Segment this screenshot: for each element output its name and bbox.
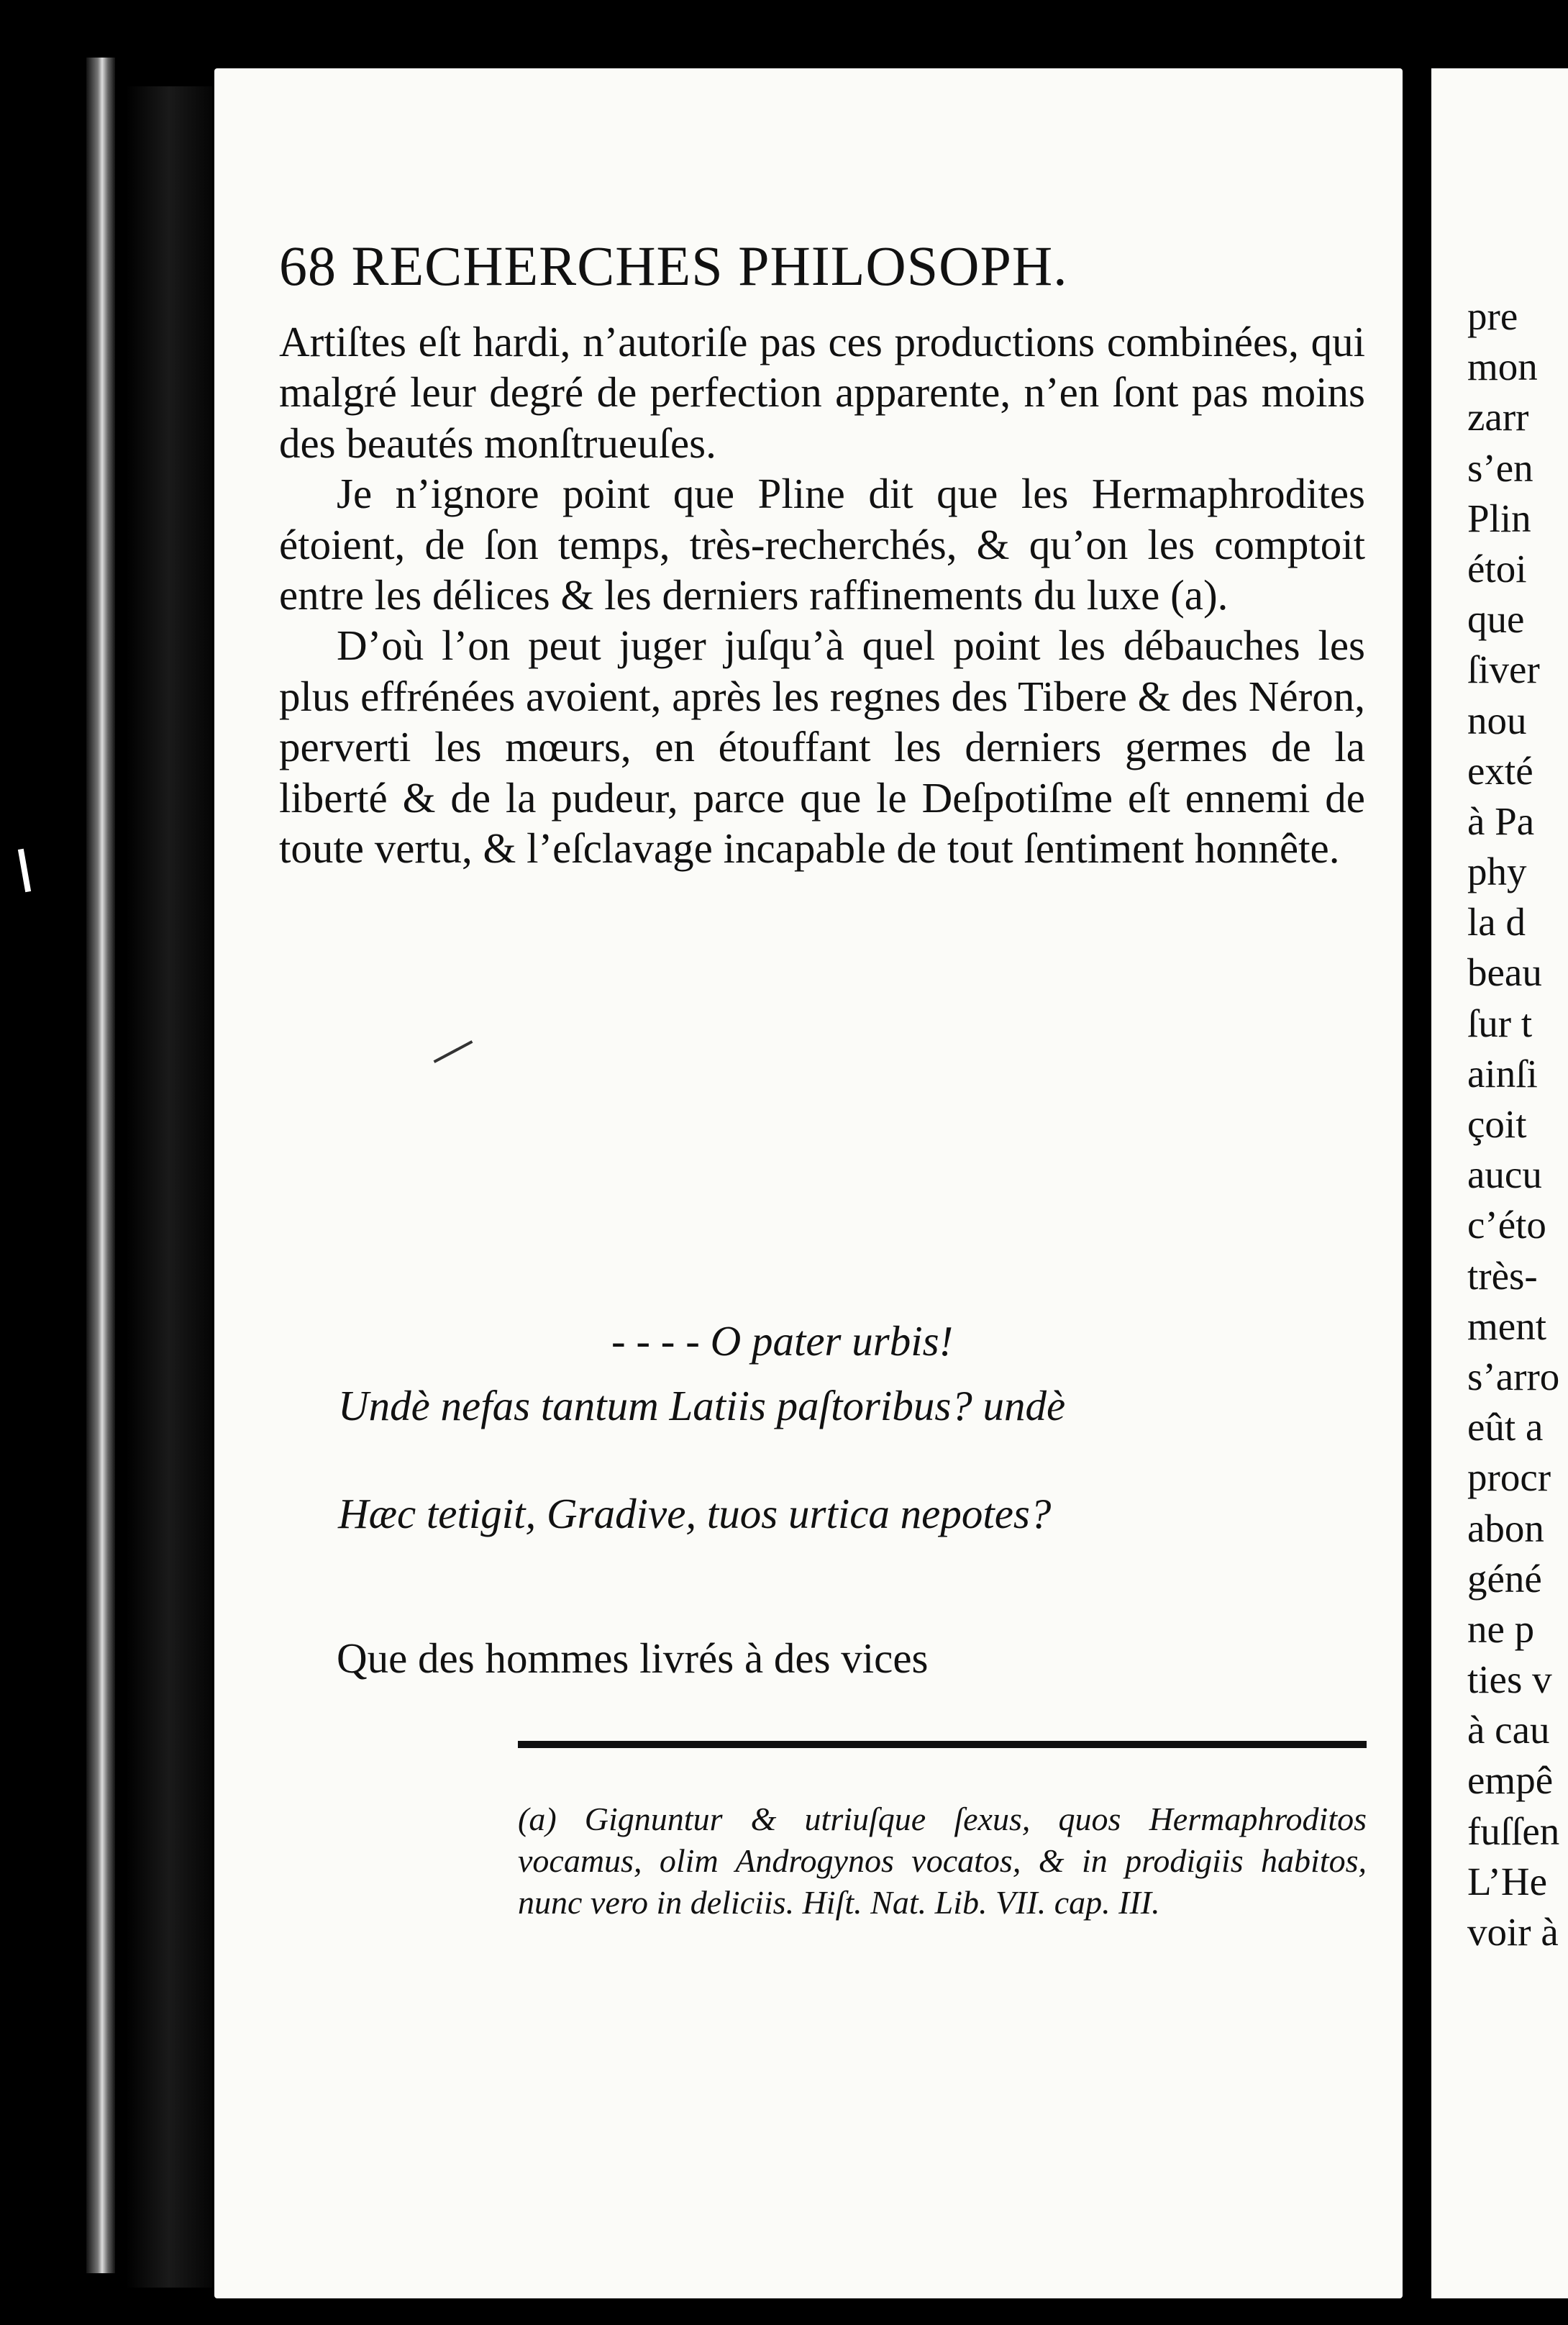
paragraph-2: Je n’ignore point que Pline dit que les Hermaphrodites étoient, de ſon temps, très-recherchés, & qu’on les comptoit entre les délices & les derniers raffinements du luxe (a). [279, 470, 1365, 619]
facing-page-line: voir à [1467, 1910, 1559, 1954]
facing-page-line: çoit [1467, 1102, 1527, 1146]
facing-page-line: ment [1467, 1303, 1546, 1348]
facing-page-line: ſiver [1467, 647, 1540, 692]
facing-page-line: empê [1467, 1758, 1554, 1803]
facing-page-line: beau [1467, 950, 1542, 995]
facing-page-line: très- [1467, 1253, 1538, 1298]
facing-page-line: que [1467, 597, 1525, 642]
running-header [279, 234, 1365, 299]
facing-page-line: nou [1467, 698, 1527, 742]
facing-page-line: phy [1467, 850, 1527, 894]
facing-page-line: à Pa [1467, 798, 1535, 843]
facing-page-line: ne p [1467, 1606, 1535, 1651]
facing-page-line: pre [1467, 294, 1518, 338]
paragraph-3: D’où l’on peut juger juſqu’à quel point les débauches les plus effrénées avoient, après les regnes des Tibere & des Néron, perverti les mœurs, en étouffant les derniers germes de la liberté & de la pudeur, parce que le Deſpotiſme eſt ennemi de toute vertu, & l’eſclavage incapable de tout ſentiment honnête. [279, 622, 1365, 873]
facing-page-line: fuſſen [1467, 1808, 1560, 1853]
facing-page-line: géné [1467, 1556, 1542, 1601]
facing-page-line: Plin [1467, 496, 1531, 540]
facing-page-line: abon [1467, 1506, 1544, 1550]
facing-page-line: s’arro [1467, 1354, 1560, 1398]
facing-page-line: ties v [1467, 1657, 1552, 1702]
facing-page-line: L’He [1467, 1859, 1547, 1903]
book-spine-edge [86, 58, 115, 2273]
facing-page-line: mon [1467, 345, 1538, 389]
footnote-rule [518, 1741, 1367, 1748]
facing-page-line: exté [1467, 748, 1533, 793]
page-number: 68 [279, 235, 337, 297]
facing-page-line: aucu [1467, 1152, 1542, 1197]
facing-page-line: s’en [1467, 445, 1533, 490]
main-text [279, 317, 1365, 873]
facing-page-line: ſur t [1467, 1001, 1533, 1045]
facing-page-line: procr [1467, 1455, 1551, 1500]
continuation-line: Que des hommes livrés à des vices [337, 1634, 929, 1682]
paragraph-1: Artiſtes eſt hardi, n’autoriſe pas ces productions combinées, qui malgré leur degré de perfection apparente, n’en ſont pas moins des beautés monſtrueuſes. [279, 318, 1365, 467]
facing-page-line: étoi [1467, 546, 1527, 591]
facing-page-line: c’éto [1467, 1203, 1546, 1247]
running-title: RECHERCHES PHILOSOPH. [351, 235, 1068, 297]
margin-mark [18, 849, 31, 892]
verse-line-3: Hæc tetigit, Gradive, tuos urtica nepotes? [338, 1490, 1052, 1537]
verse-line-1: - - - - O pater urbis! [611, 1317, 954, 1365]
book-binding-shadow [126, 86, 212, 2288]
footnote: (a) Gignuntur & utriuſque ſexus, quos Hermaphroditos vocamus, olim Androgynos vocatos, & in prodigiis habitos, nunc vero in deliciis. Hiſt. Nat. Lib. VII. cap. III. [518, 1801, 1367, 1921]
facing-page-text [1467, 291, 1568, 1957]
facing-page-line: ainſi [1467, 1051, 1538, 1096]
verse-line-2: Undè nefas tantum Latiis paſtoribus? undè [338, 1382, 1066, 1429]
facing-page-line: eût a [1467, 1405, 1544, 1450]
facing-page-line: zarr [1467, 395, 1529, 440]
facing-page-line: la d [1467, 900, 1526, 945]
facing-page-line: à cau [1467, 1708, 1550, 1752]
